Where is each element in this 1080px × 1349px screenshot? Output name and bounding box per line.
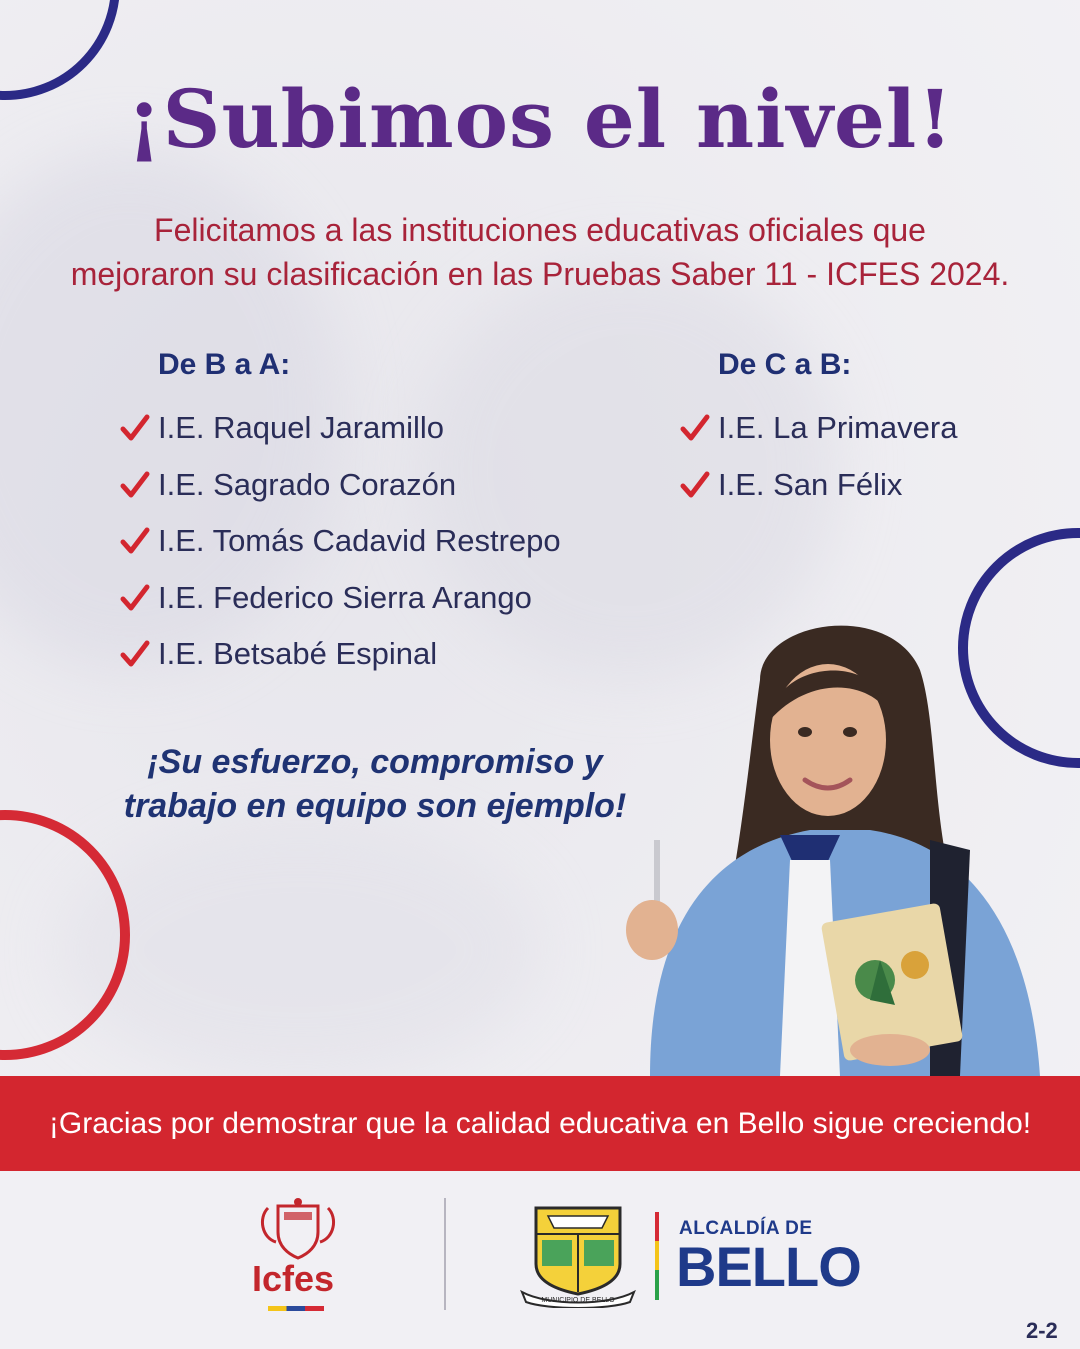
check-icon	[680, 470, 710, 500]
list-item-label: I.E. San Félix	[718, 466, 903, 502]
intro-line: Felicitamos a las instituciones educativas oficiales que	[154, 212, 926, 248]
list-item-label: I.E. Betsabé Espinal	[158, 636, 438, 672]
list-item-label: I.E. Tomás Cadavid Restrepo	[158, 523, 561, 559]
list-item-label: I.E. La Primavera	[718, 410, 958, 446]
list-item	[120, 400, 561, 457]
list-item-label: I.E. Federico Sierra Arango	[158, 579, 532, 615]
check-icon	[680, 413, 710, 443]
logo-divider	[444, 1198, 446, 1310]
crest-ribbon-text: MUNICIPIO DE BELLO	[541, 1297, 615, 1304]
check-icon	[120, 583, 150, 613]
alcaldia-label: ALCALDÍA DE	[679, 1218, 813, 1239]
intro-text	[40, 208, 1040, 296]
thanks-banner	[0, 1076, 1080, 1171]
check-icon	[120, 639, 150, 669]
left-column-list	[120, 400, 561, 683]
list-item	[120, 570, 561, 627]
list-item	[120, 626, 561, 683]
list-item-label: I.E. Raquel Jaramillo	[158, 410, 445, 446]
page-title: ¡Subimos el nivel!	[126, 72, 954, 166]
icfes-wordmark: Icfes	[252, 1258, 335, 1299]
background-photo-blur	[60, 820, 540, 1080]
list-item-label: I.E. Sagrado Corazón	[158, 466, 457, 502]
motto-text	[100, 740, 650, 828]
banner-text: ¡Gracias por demostrar que la calidad educativa en Bello sigue creciendo!	[48, 1106, 1032, 1140]
motto-line: ¡Su esfuerzo, compromiso y	[147, 743, 603, 781]
check-icon	[120, 470, 150, 500]
student-photo	[610, 600, 1050, 1076]
right-column-title: De C a B:	[718, 348, 852, 381]
check-icon	[120, 526, 150, 556]
bello-wordmark: BELLO	[676, 1235, 861, 1298]
bello-crest-icon	[518, 1202, 638, 1308]
list-item	[680, 400, 957, 457]
page-number: 2-2	[1026, 1318, 1058, 1343]
left-column-title: De B a A:	[158, 348, 291, 381]
list-item	[680, 457, 957, 514]
icfes-flag-bar	[268, 1306, 324, 1311]
list-item	[120, 457, 561, 514]
check-icon	[120, 413, 150, 443]
intro-line: mejoraron su clasificación en las Pruebas Saber 11 - ICFES 2024.	[70, 256, 1010, 292]
bello-color-bar	[655, 1212, 659, 1300]
motto-line: trabajo en equipo son ejemplo!	[123, 787, 627, 825]
right-column-list	[680, 400, 957, 513]
list-item	[120, 513, 561, 570]
